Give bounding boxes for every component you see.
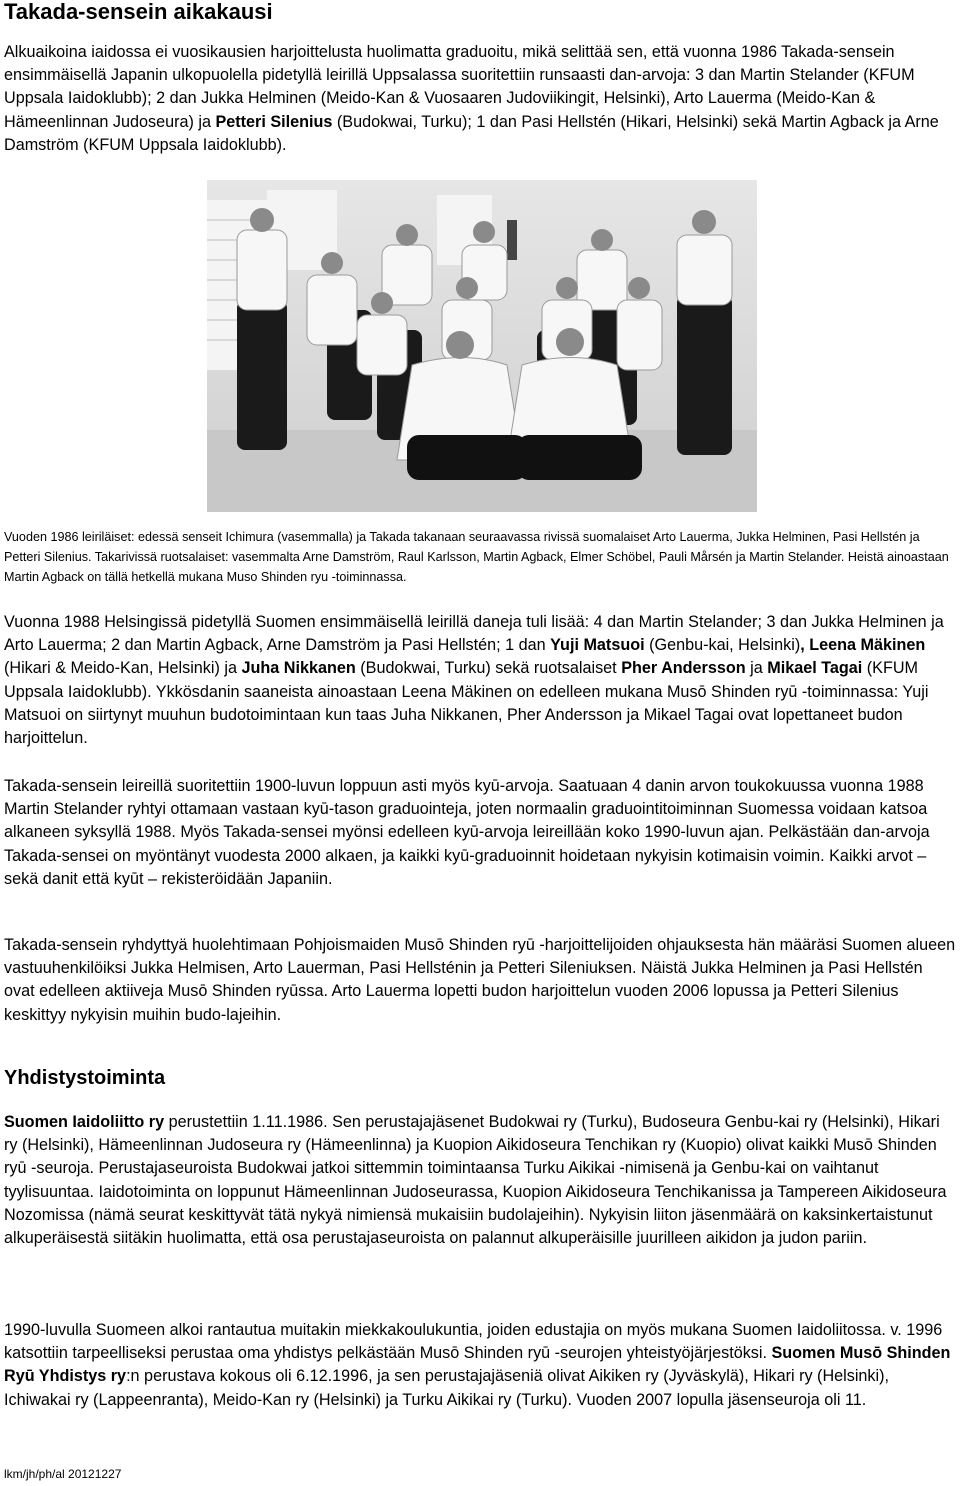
text-span: (Hikari & Meido-Kan, Helsinki) ja: [4, 659, 242, 678]
bold-name: Suomen Musō Shinden Ryū Yhdistys ry: [4, 1344, 951, 1386]
text-span: (Budokwai, Turku) sekä ruotsalaiset: [355, 659, 622, 678]
text-span: ja: [745, 659, 768, 678]
text-span: Alkuaikoina iaidossa ei vuosikausien harjoittelusta huolimatta graduoitu, mikä selittää sen, että vuonna 1986 Takada-sensein ensimmäisellä Japanin ulkopuolella pidetyllä leirillä Uppsalassa suoritettiin runsaasti dan-arvoja: 3 dan Martin Stelander (KFUM Uppsala Iaidoklubb); 2 dan Jukka Helminen (Meido-Kan & Vuosaaren Judoviikingit, Helsinki), Arto Lauerma (Meido-Kan & Hämeenlinnan Judoseura) ja: [4, 43, 915, 131]
text-span: (Budokwai, Turku); 1 dan Pasi Hellstén (Hikari, Helsinki) sekä Martin Agback ja Arne Damström (KFUM Uppsala Iaidoklubb).: [4, 112, 939, 154]
text-span: :n perustava kokous oli 6.12.1996, ja sen perustajajäseniä olivat Aikiken ry (Jyväskylä), Hikari ry (Helsinki), Ichiwakai ry (Lappeenranta), Meido-Kan ry (Helsinki) ja Turku Aikikai ry (Turku). Vuoden 2007 lopulla jäsenseuroja oli 11.: [4, 1367, 890, 1409]
bold-name: , Leena Mäkinen: [800, 636, 926, 655]
bold-name: Pher Andersson: [621, 659, 746, 678]
text-span: (Genbu-kai, Helsinki): [644, 636, 801, 655]
group-photo: [207, 180, 757, 512]
bold-name: Mikael Tagai: [767, 659, 863, 678]
bold-name: Yuji Matsuoi: [550, 636, 645, 655]
paragraph-responsible-persons: Takada-sensein ryhdyttyä huolehtimaan Pohjoismaiden Musō Shinden ryū -harjoittelijoiden ohjauksesta hän määräsi Suomen alueen vastuuhenkilöiksi Jukka Helmisen, Arto Lauerman, Pasi Hellsténin ja Petteri Sileniuksen. Näistä Jukka Helminen ja Pasi Hellstén ovat edelleen aktiiveja Musō Shinden ryūssa. Arto Lauerma lopetti budon harjoittelun vuoden 2006 lopussa ja Petteri Silenius keskittyy nykyisin muihin budo-lajeihin.: [4, 936, 956, 1024]
text-span: Vuonna 1988 Helsingissä pidetyllä Suomen ensimmäisellä leirillä daneja tuli lisää: 4 dan Martin Stelander; 3 dan Jukka Helminen ja Arto Lauerma; 2 dan Martin Agback, Arne Damström ja Pasi Hellstén; 1 dan: [4, 613, 944, 655]
bold-name: Suomen Iaidoliitto ry: [4, 1113, 165, 1131]
photo-caption: Vuoden 1986 leiriläiset: edessä senseit Ichimura (vasemmalla) ja Takada takanaan seuraavassa rivissä suomalaiset Arto Lauerma, Jukka Helminen, Pasi Hellstén ja Petteri Silenius. Takarivissä ruotsalaiset: vasemmalta Arne Damström, Raul Karlsson, Martin Agback, Elmer Schöbel, Pauli Mårsén ja Martin Stelander. Heistä ainoastaan Martin Agback on tällä hetkellä mukana Muso Shinden ryu -toiminnassa.: [4, 530, 949, 584]
footer-signature: lkm/jh/ph/al 20121227: [4, 1467, 122, 1481]
page-title: Takada-sensein aikakausi: [4, 0, 273, 24]
text-span: perustettiin 1.11.1986. Sen perustajajäsenet Budokwai ry (Turku), Budoseura Genbu-kai ry (Helsinki), Hikari ry (Helsinki), Hämeenlinnan Judoseura ry (Hämeenlinna) ja Kuopion Aikidoseura Tenchikan ry (Kuopio) olivat kaikki Musō Shinden ryū -seuroja. Perustajaseuroista Budokwai jatkoi sittemmin toimintaansa Turku Aikikai -nimisenä ja Genbu-kai on vaihtanut tyylisuuntaa. Iaidotoiminta on loppunut Hämeenlinnan Judoseurassa, Kuopion Aikidoseura Tenchikanissa ja Tampereen Aikidoseura Nozomissa (nämä seurat keskittyvät tätä nykyä nimiensä mukaisiin budolajeihin). Nykyisin liiton jäsenmäärä on kaksinkertaistunut alkuperäisestä siitäkin huolimatta, että osa perustajaseuroista on palannut alkuperäisille juurilleen aikidon ja judon pariin.: [4, 1113, 947, 1248]
bold-name: Petteri Silenius: [215, 112, 333, 131]
paragraph-yhdistys: [4, 1319, 956, 1412]
section-heading-association: Yhdistystoiminta: [4, 1067, 166, 1089]
text-span: (KFUM Uppsala Iaidoklubb). Ykkösdanin saaneista ainoastaan Leena Mäkinen on edelleen mukana Musō Shinden ryū -toiminnassa: Yuji Matsuoi on siirtynyt muuhun budotoimintaan kun taas Juha Nikkanen, Pher Andersson ja Mikael Tagai ovat lopettaneet budon harjoittelun.: [4, 659, 929, 748]
bold-name: Juha Nikkanen: [241, 659, 356, 678]
text-span: 1990-luvulla Suomeen alkoi rantautua muitakin miekkakoulukuntia, joiden edustajia on myös mukana Suomen Iaidoliitossa. v. 1996 katsottiin tarpeelliseksi perustaa oma yhdistys pelkästään Musō Shinden ryū -seurojen yhteistyöjärjestöksi.: [4, 1321, 943, 1363]
paragraph-1986-grades: [4, 41, 956, 157]
paragraph-1988-grades: [4, 611, 956, 750]
group-photo-icon: [207, 180, 757, 512]
paragraph-iaidoliitto: [4, 1111, 956, 1250]
paragraph-kyu-grades: Takada-sensein leireillä suoritettiin 1900-luvun loppuun asti myös kyū-arvoja. Saatuaan 4 danin arvon toukokuussa vuonna 1988 Martin Stelander ryhtyi ottamaan vastaan kyū-tason graduointeja, joten normaalin graduointitoiminnan Suomessa voidaan katsoa alkaneen syksyllä 1988. Myös Takada-sensei myönsi edelleen kyū-arvoja leireillään koko 1990-luvun ajan. Pelkästään dan-arvoja Takada-sensei on myöntänyt vuodesta 2000 alkaen, ja kaikki kyū-graduoinnit hoidetaan nykyisin kotimaisin voimin. Kaikki arvot – sekä danit että kyūt – rekisteröidään Japaniin.: [4, 777, 930, 888]
